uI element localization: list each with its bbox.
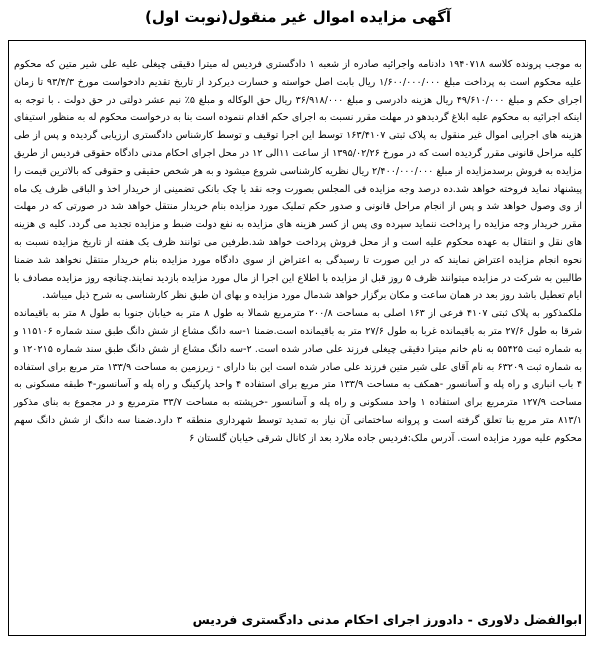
notice-paragraph-2: ملکمذکور به پلاک ثبتی ۴۱۰۷ فرعی از ۱۶۳ اصلی به مساحت ۲۰۰/۸ مترمربع شمالا به طول ۸ متر به خیابان جنوبا به طول ۸ متر به باقیمانده شرقا به طول ۲۷/۶ متر به باقیمانده غربا به طول ۲۷/۶ متر به باقیمانده است.ضمنا ۱-سه دانگ مشاع از شش دانگ طبق سند شماره ۱۱۵۱۰۶ و به شماره ثبت ۵۵۴۲۵ به نام خانم میترا دقیقی چیغلی فرزند علی صادر شده است. ۲-سه دانگ مشاع از شش دانگ طبق سند شماره ۱۲۰۲۱۵ و به شماره ثبت ۶۳۲۰۹ به نام آقای علی شیر متین فرزند علی صادر شده است این بنا دارای - زیرزمین به مساحت ۱۳۳/۹ متر مربع برای استفاده ۴ باب انباری و راه پله و آسانسور -همکف به مساحت ۱۳۳/۹ متر مربع برای استفاده ۴ واحد پارکینگ و راه پله و آسانسور-۴ طبقه مسکونی به مساحت ۱۲۷/۹ مترمربع برای استفاده ۱ واحد مسکونی و راه پله و آسانسور -خرپشته به مساحت ۳۳/۷ مترمربع و در مجموع به بنای مذکور ۸۱۳/۱ متر مربع بنا تعلق گرفته است و پروانه ساختمانی آن نیاز به تمدید توسط شهرداری منطقه ۳ دارد.ضمنا سه دانگ از شش دانگ سهم محکوم علیه مورد مزایده است. آدرس ملک:فردیس جاده ملارد بعد از کانال شرقی خیابان گلستان ۶	[14, 308, 583, 444]
notice-paragraph-1: به موجب پرونده کلاسه ۱۹۴۰۷۱۸ دادنامه واجرائیه صادره از شعبه ۱ دادگستری فردیس له میترا دقیقی چیغلی علیه علی شیر متین که محکوم علیه محکوم است به پرداخت مبلغ ۱/۶۰۰/۰۰۰/۰۰۰ ریال بابت اصل خواسته و خسارت دیرکرد از تاریخ تقدیم دادخواست مورخ ۹۳/۴/۳ تا زمان اجرای حکم و مبلغ ۴۹/۶۱۰/۰۰۰ ریال هزینه دادرسی و مبلغ ۳۶/۹۱۸/۰۰۰ ریال حق الوکاله و مبلغ ۵٪ نیم عشر دولتی در حق دولت . با توجه به اینکه اجرائیه به محکوم علیه ابلاغ گردیدهو در مهلت مقرر نسبت به اجرای حکم اقدام ننموده است بنا به درخواست محکوم له به منظور استیفای هزینه های اجرایی اموال غیر منقول به پلاک ثبتی ۱۶۳/۴۱۰۷ توسط این اجرا توقیف و توسط کارشناس دادگستری ارزیابی گردیده و پس از طی کلیه مراحل قانونی مقرر گردیده است که در مورخ ۱۳۹۵/۰۲/۲۶ از ساعت ۱۱الی ۱۲ در محل اجرای احکام مدنی دادگاه حقوقی فردیس از طریق مزایده به فروش برسدمزایده از مبلغ ۲/۴۰۰/۰۰۰/۰۰۰ ریال نظریه کارشناسی شروع میشود و به هر شخص حقیقی و حقوقی که بالاترین قیمت را پیشنهاد نماید فروخته خواهد شد.ده درصد وجه مزایده فی المجلس بصورت وجه نقد یا چک بانکی تضمینی از خریدار اخذ و الباقی ظرف یک ماه از وی وصول خواهد شد و پس از انجام مراحل قانونی و صدور حکم تملیک مورد مزایده بنام خریدار منتقل خواهد شد در صورتی که در مهلت مقرر خریدار وجه مزایده را پرداخت ننماید سپرده وی پس از کسر هزینه های مزایده به نفع دولت ضبط و مزایده تجدید می گردد. کلیه ی هزینه های نقل و انتقال به عهده محکوم علیه است و از محل فروش پرداخت خواهد شد.طرفین می توانند ظرف یک هفته از تاریخ مزایده نسبت به نحوه انجام مزایده اعتراض نمایند که در این صورت تا رسیدگی به اعتراض از سوی دادگاه مورد مزایده بنام خریدار منتقل نخواهد شد ضمنا طالبین به شرکت در مزایده میتوانند ظرف ۵ روز قبل از مزایده با اطلاع این اجرا از مال مورد مزایده بازدید نمایند.چنانچه روز مزایده مصادف با ایام تعطیل باشد روز بعد در همان ساعت و مکان برگزار خواهد شدمال مورد مزایده و بهای ان طبق نظر کارشناسی به شرح ذیل میباشد.	[14, 59, 583, 302]
notice-body	[14, 56, 582, 448]
notice-title: آگهی مزایده اموال غیر منقول(نوبت اول)	[144, 8, 452, 26]
notice-signature: ابوالفضل دلاوری - دادورز اجرای احکام مدنی دادگستری فردیس	[192, 612, 582, 627]
